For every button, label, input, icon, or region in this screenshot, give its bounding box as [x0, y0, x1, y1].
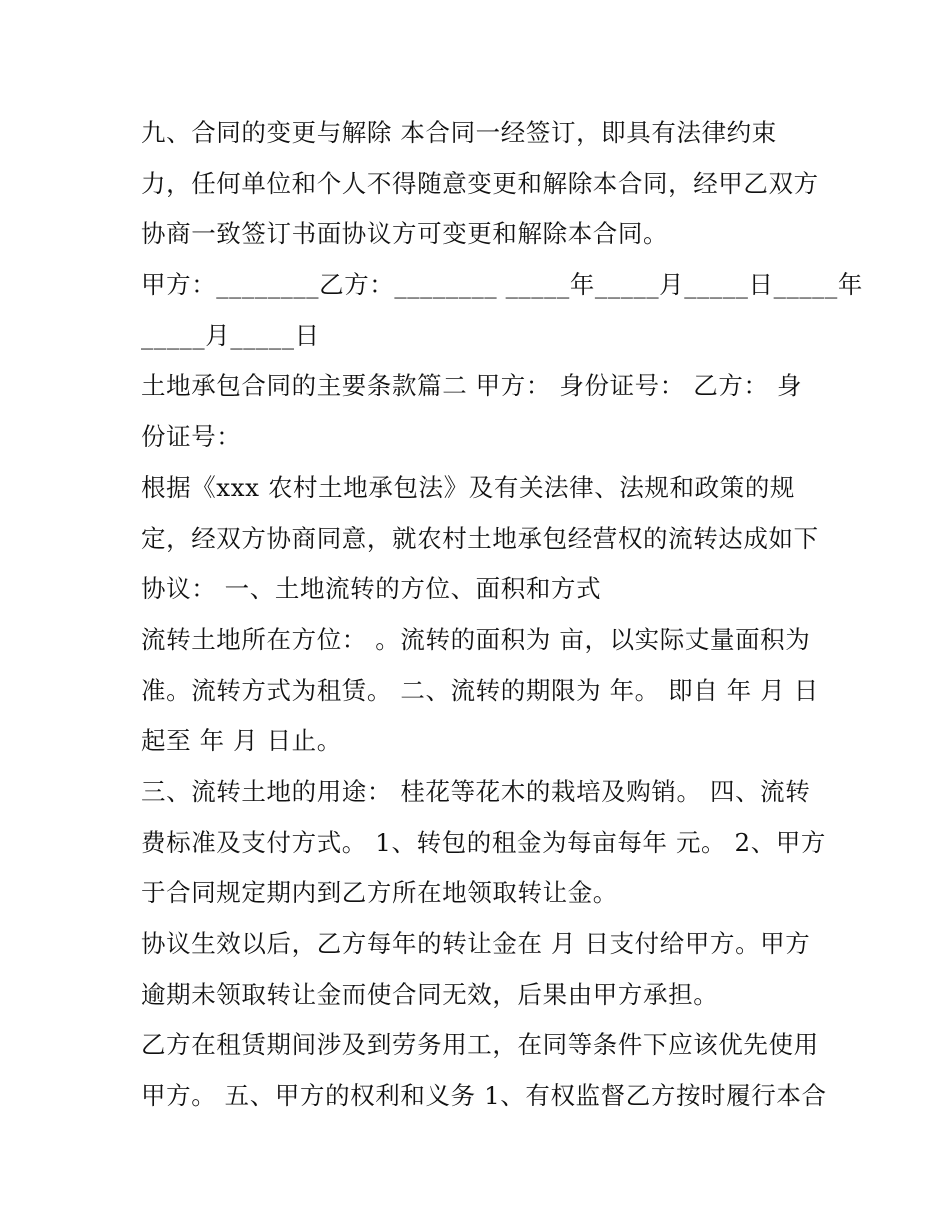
- text-line: 协议生效以后，乙方每年的转让金在 月 日支付给甲方。甲方: [141, 929, 811, 958]
- text-line: 逾期未领取转让金而使合同无效，后果由甲方承担。: [141, 979, 719, 1009]
- text-line: 起至 年 月 日止。: [141, 726, 342, 756]
- text-line: 于合同规定期内到乙方所在地领取转让金。: [141, 878, 618, 908]
- text-line: 九、合同的变更与解除 本合同一经签订，即具有法律约束: [141, 118, 777, 147]
- text-line: 准。流转方式为租赁。 二、流转的期限为 年。 即自 年 月 日: [141, 675, 819, 705]
- text-line: 费标准及支付方式。 1、转包的租金为每亩每年 元。 2、甲方: [141, 827, 827, 857]
- text-line: 份证号：: [141, 422, 242, 452]
- signature-line: 甲方：________乙方：________ _____年_____月_____日_____年: [141, 270, 863, 300]
- text-line: 定，经双方协商同意，就农村土地承包经营权的流转达成如下: [141, 523, 819, 553]
- text-line: 流转土地所在方位： 。流转的面积为 亩，以实际丈量面积为: [141, 624, 811, 654]
- text-line: 乙方在租赁期间涉及到劳务用工，在同等条件下应该优先使用: [141, 1030, 819, 1060]
- text-line: 协商一致签订书面协议方可变更和解除本合同。: [141, 219, 669, 249]
- text-line: 协议： 一、土地流转的方位、面积和方式: [141, 574, 602, 604]
- section-heading-line: 土地承包合同的主要条款篇二 甲方： 身份证号： 乙方： 身: [141, 371, 803, 401]
- text-line: 三、流转土地的用途： 桂花等花木的栽培及购销。 四、流转: [141, 776, 811, 806]
- text-line: 根据《xxx 农村土地承包法》及有关法律、法规和政策的规: [141, 472, 796, 502]
- text-line: 力，任何单位和个人不得随意变更和解除本合同，经甲乙双方: [141, 168, 819, 198]
- signature-line: _____月_____日: [141, 320, 320, 350]
- text-line: 甲方。 五、甲方的权利和义务 1、有权监督乙方按时履行本合: [141, 1081, 827, 1111]
